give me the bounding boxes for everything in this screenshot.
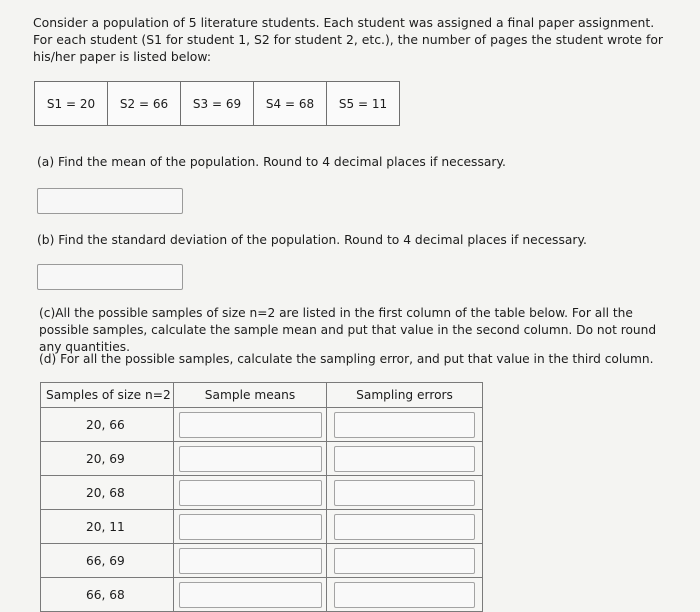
sampling-error-input[interactable] <box>334 548 475 574</box>
table-row <box>41 510 483 544</box>
question-a: (a) Find the mean of the population. Round to 4 decimal places if necessary. <box>37 155 506 169</box>
sample-label: 20, 11 <box>41 510 174 544</box>
question-b: (b) Find the standard deviation of the population. Round to 4 decimal places if necessary. <box>37 233 587 247</box>
population-cell-s3: S3 = 69 <box>181 82 254 126</box>
population-table <box>34 81 400 126</box>
header-samples: Samples of size n=2 <box>41 383 174 408</box>
population-cell-s4: S4 = 68 <box>254 82 327 126</box>
sample-label: 66, 68 <box>41 578 174 612</box>
question-d: (d) For all the possible samples, calculate the sampling error, and put that value in the third column. <box>39 352 654 366</box>
sample-mean-input[interactable] <box>179 412 322 438</box>
sample-mean-input[interactable] <box>179 514 322 540</box>
sample-label: 20, 69 <box>41 442 174 476</box>
sample-label: 20, 68 <box>41 476 174 510</box>
sampling-error-input[interactable] <box>334 446 475 472</box>
sample-mean-input[interactable] <box>179 480 322 506</box>
std-dev-answer-input[interactable] <box>37 264 183 290</box>
population-cell-s1: S1 = 20 <box>35 82 108 126</box>
mean-answer-input[interactable] <box>37 188 183 214</box>
sample-mean-input[interactable] <box>179 582 322 608</box>
table-row <box>41 476 483 510</box>
header-sample-means: Sample means <box>174 383 327 408</box>
problem-intro: Consider a population of 5 literature students. Each student was assigned a final paper assignment. For each student (S1 for student 1, S2 for student 2, etc.), the number of pages the student wrote for his/her paper is listed below: <box>33 15 664 64</box>
table-row <box>41 544 483 578</box>
sample-mean-input[interactable] <box>179 548 322 574</box>
sampling-error-input[interactable] <box>334 582 475 608</box>
sample-mean-input[interactable] <box>179 446 322 472</box>
sample-label: 20, 66 <box>41 408 174 442</box>
table-row <box>41 442 483 476</box>
sampling-error-input[interactable] <box>334 514 475 540</box>
population-cell-s2: S2 = 66 <box>108 82 181 126</box>
sample-label: 66, 69 <box>41 544 174 578</box>
sampling-error-input[interactable] <box>334 412 475 438</box>
table-row <box>41 408 483 442</box>
population-cell-s5: S5 = 11 <box>327 82 400 126</box>
samples-table <box>40 382 483 612</box>
table-row <box>41 578 483 612</box>
sampling-error-input[interactable] <box>334 480 475 506</box>
header-sampling-errors: Sampling errors <box>327 383 483 408</box>
question-c: (c)All the possible samples of size n=2 are listed in the first column of the table below. For all the possible samples, calculate the sample mean and put that value in the second column. Do not round any quantities. <box>39 306 657 354</box>
